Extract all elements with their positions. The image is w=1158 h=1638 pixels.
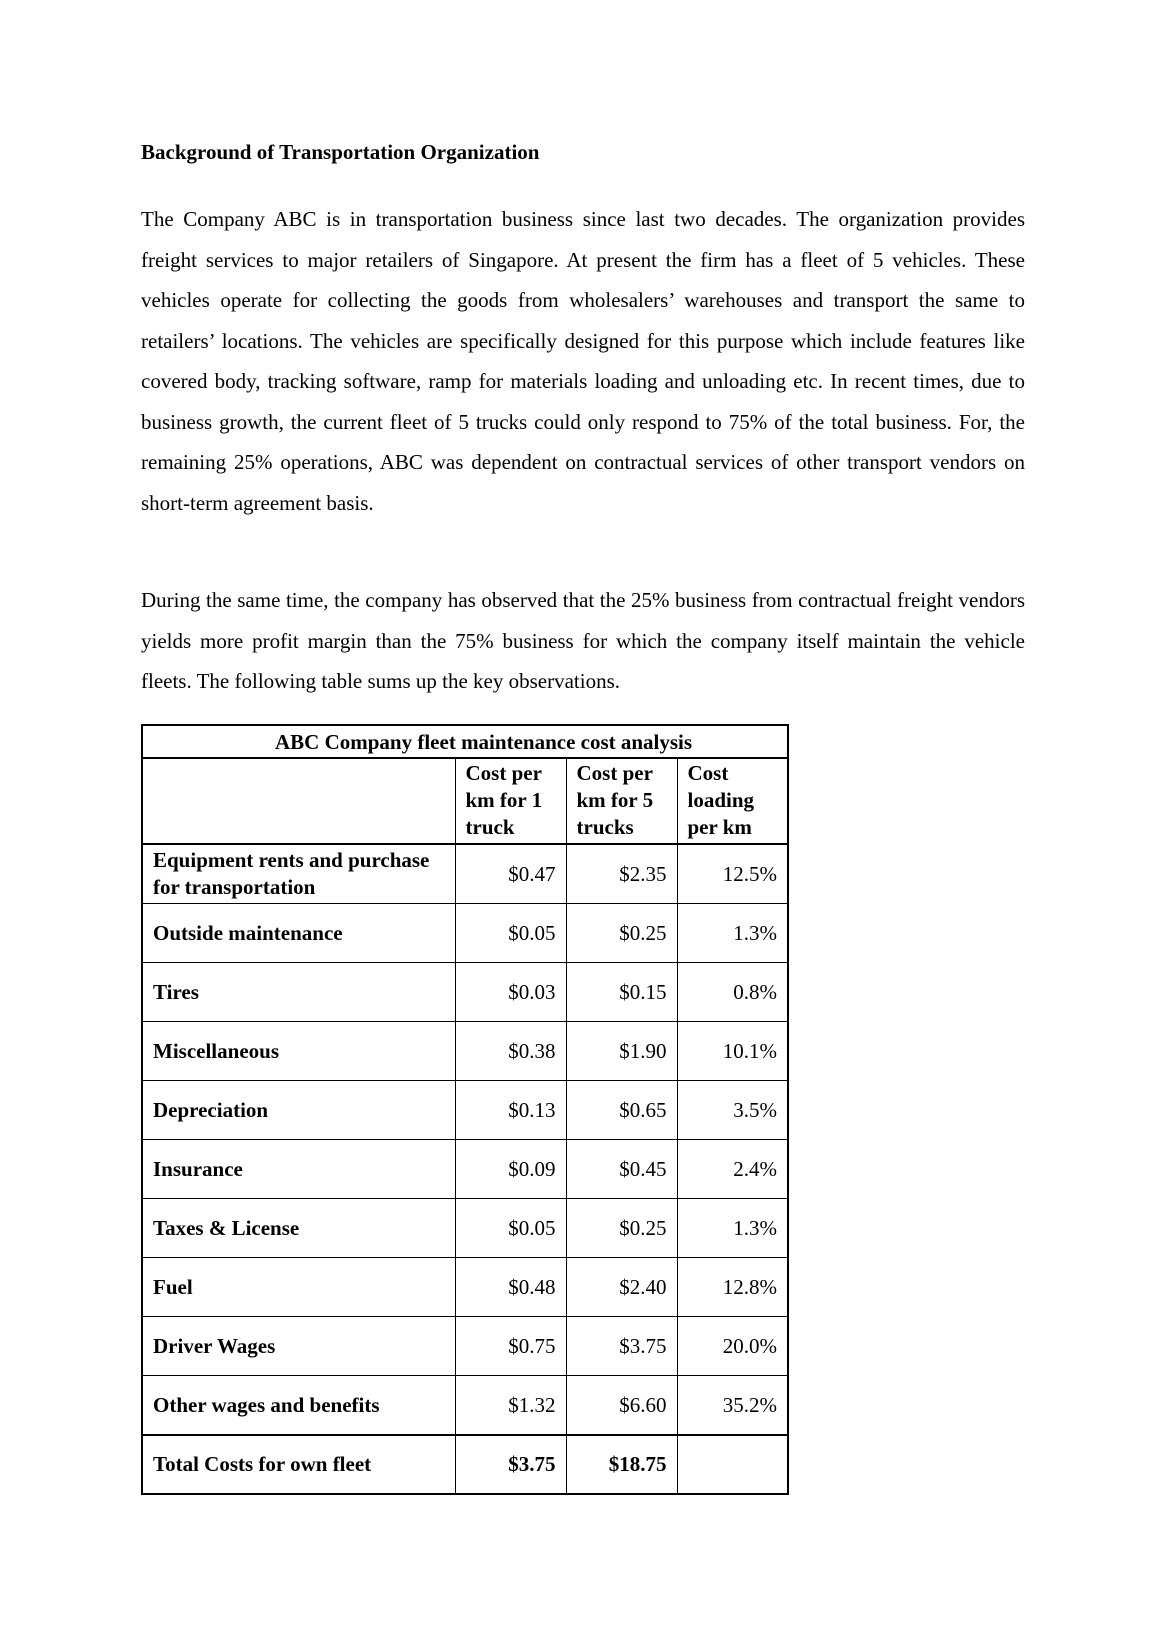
row-cost-loading: 0.8%	[677, 963, 788, 1022]
row-cost-five-trucks: $3.75	[566, 1317, 677, 1376]
total-cost-loading	[677, 1435, 788, 1494]
table-header-row	[142, 758, 788, 844]
row-cost-loading: 10.1%	[677, 1022, 788, 1081]
table-body	[142, 844, 788, 1435]
row-cost-one-truck: $1.32	[455, 1376, 566, 1436]
row-cost-one-truck: $0.09	[455, 1140, 566, 1199]
row-label: Insurance	[142, 1140, 455, 1199]
column-header-one-truck: Cost per km for 1 truck	[455, 758, 566, 844]
row-cost-loading: 2.4%	[677, 1140, 788, 1199]
section-heading: Background of Transportation Organization	[141, 140, 540, 164]
column-header-five-trucks: Cost per km for 5 trucks	[566, 758, 677, 844]
row-cost-loading: 20.0%	[677, 1317, 788, 1376]
table-row	[142, 963, 788, 1022]
row-cost-five-trucks: $0.45	[566, 1140, 677, 1199]
row-cost-five-trucks: $0.25	[566, 1199, 677, 1258]
table-row	[142, 1376, 788, 1436]
row-cost-one-truck: $0.13	[455, 1081, 566, 1140]
table-title: ABC Company fleet maintenance cost analysis	[142, 725, 788, 758]
row-cost-one-truck: $0.38	[455, 1022, 566, 1081]
table-title-row	[142, 725, 788, 758]
row-label: Miscellaneous	[142, 1022, 455, 1081]
row-label: Outside maintenance	[142, 904, 455, 963]
total-label: Total Costs for own fleet	[142, 1435, 455, 1494]
column-header-cost-loading: Cost loading per km	[677, 758, 788, 844]
row-label: Depreciation	[142, 1081, 455, 1140]
table-row	[142, 1081, 788, 1140]
row-cost-one-truck: $0.05	[455, 1199, 566, 1258]
row-cost-loading: 3.5%	[677, 1081, 788, 1140]
row-cost-five-trucks: $6.60	[566, 1376, 677, 1436]
total-five-trucks: $18.75	[566, 1435, 677, 1494]
total-row	[142, 1435, 788, 1494]
total-one-truck: $3.75	[455, 1435, 566, 1494]
row-cost-five-trucks: $1.90	[566, 1022, 677, 1081]
row-cost-one-truck: $0.48	[455, 1258, 566, 1317]
table-row	[142, 1022, 788, 1081]
paragraph-observations: During the same time, the company has observed that the 25% business from contractual freight vendors yields more profit margin than the 75% business for which the company itself maintain the vehicle fleets. The following table sums up the key observations.	[141, 588, 1025, 693]
table-row	[142, 904, 788, 963]
row-label: Equipment rents and purchase for transportation	[142, 844, 455, 904]
row-cost-loading: 12.5%	[677, 844, 788, 904]
row-label: Driver Wages	[142, 1317, 455, 1376]
row-cost-loading: 1.3%	[677, 1199, 788, 1258]
row-cost-one-truck: $0.03	[455, 963, 566, 1022]
cost-analysis-table	[141, 724, 789, 1495]
row-cost-five-trucks: $0.15	[566, 963, 677, 1022]
row-cost-one-truck: $0.05	[455, 904, 566, 963]
column-header-item	[142, 758, 455, 844]
row-cost-one-truck: $0.47	[455, 844, 566, 904]
row-cost-one-truck: $0.75	[455, 1317, 566, 1376]
row-cost-five-trucks: $0.25	[566, 904, 677, 963]
table-row	[142, 1199, 788, 1258]
table-row	[142, 1258, 788, 1317]
row-label: Taxes & License	[142, 1199, 455, 1258]
row-label: Fuel	[142, 1258, 455, 1317]
row-label: Other wages and benefits	[142, 1376, 455, 1436]
table-row	[142, 844, 788, 904]
row-label: Tires	[142, 963, 455, 1022]
row-cost-five-trucks: $2.40	[566, 1258, 677, 1317]
row-cost-loading: 35.2%	[677, 1376, 788, 1436]
row-cost-loading: 12.8%	[677, 1258, 788, 1317]
row-cost-five-trucks: $2.35	[566, 844, 677, 904]
table-row	[142, 1140, 788, 1199]
table-row	[142, 1317, 788, 1376]
row-cost-five-trucks: $0.65	[566, 1081, 677, 1140]
row-cost-loading: 1.3%	[677, 904, 788, 963]
paragraph-background: The Company ABC is in transportation business since last two decades. The organization provides freight services to major retailers of Singapore. At present the firm has a fleet of 5 vehicles. These vehicles operate for collecting the goods from wholesalers’ warehouses and transport the same to retailers’ locations. The vehicles are specifically designed for this purpose which include features like covered body, tracking software, ramp for materials loading and unloading etc. In recent times, due to business growth, the current fleet of 5 trucks could only respond to 75% of the total business. For, the remaining 25% operations, ABC was dependent on contractual services of other transport vendors on short-term agreement basis.	[141, 207, 1025, 515]
